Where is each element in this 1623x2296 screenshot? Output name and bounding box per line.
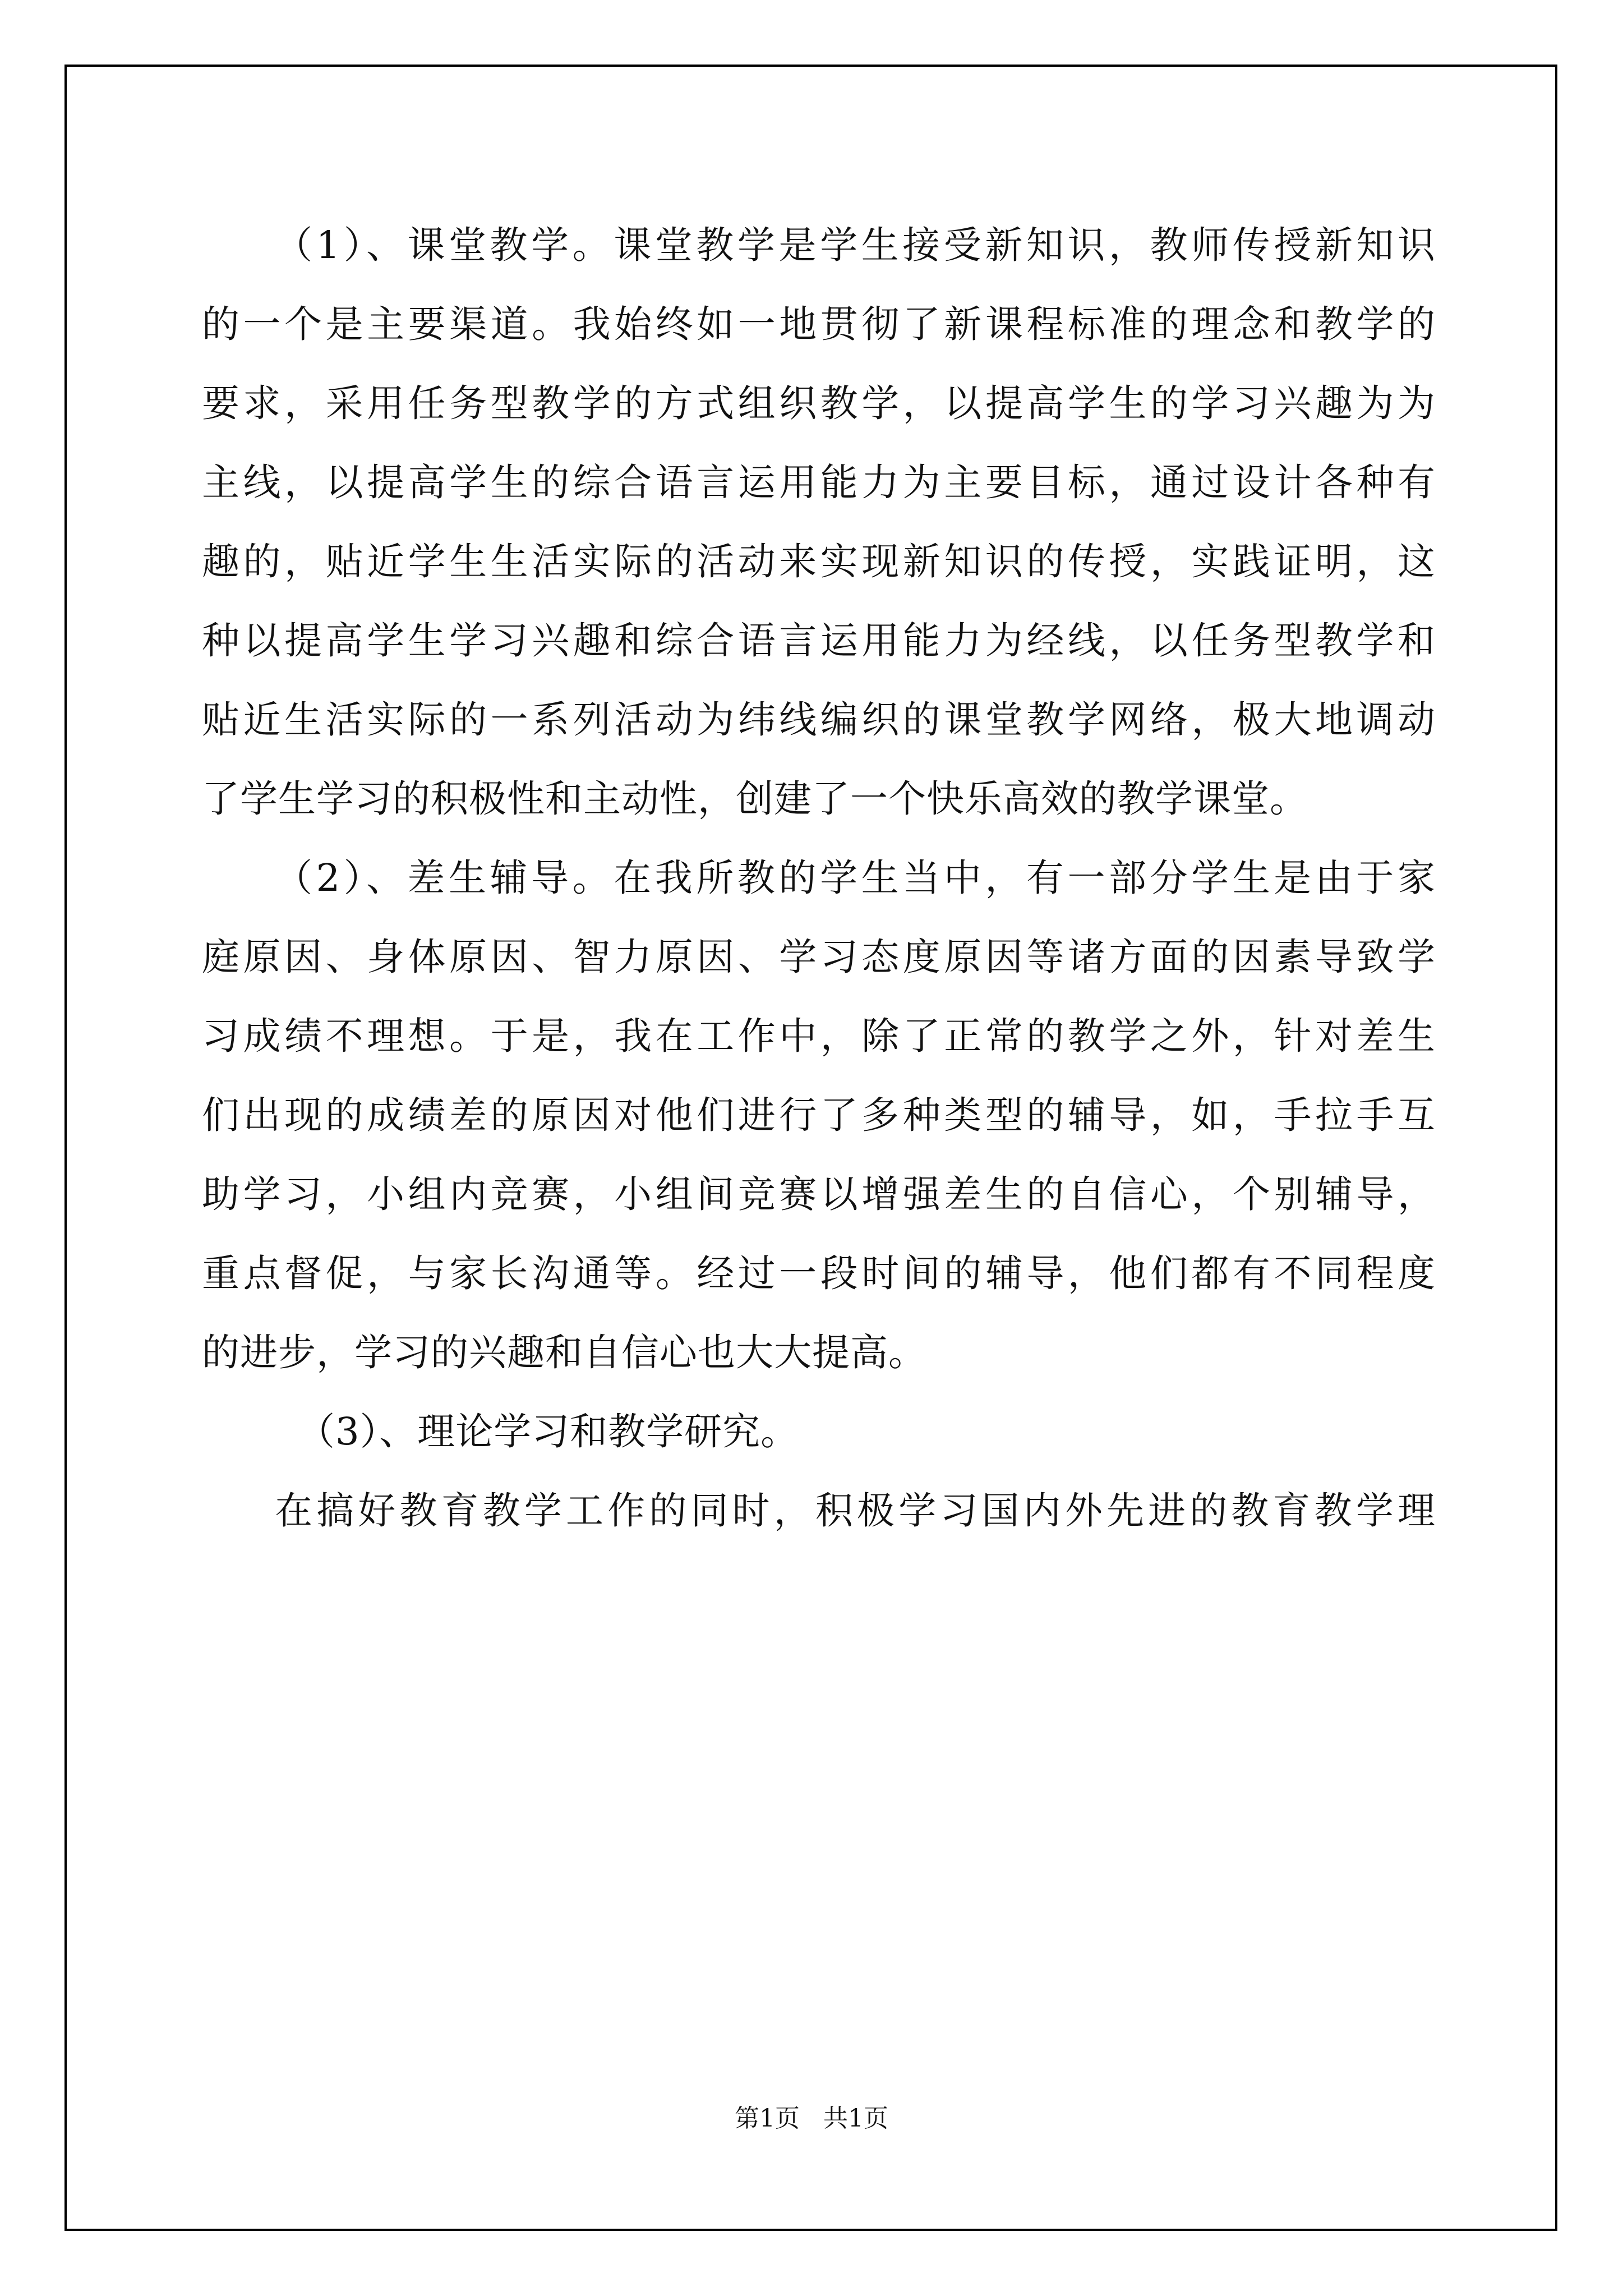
paragraph-2-line-5: 助学习，小组内竞赛，小组间竞赛以增强差生的自信心，个别辅导，: [202, 1172, 1436, 1216]
paragraph-1-line-5: 趣的，贴近学生生活实际的活动来实现新知识的传授，实践证明，这: [202, 540, 1436, 583]
page-footer: 第1页 共1页: [735, 2104, 888, 2133]
section-heading-3: （3）、理论学习和教学研究。: [297, 1410, 799, 1453]
paragraph-2-line-3: 习成绩不理想。于是，我在工作中，除了正常的教学之外，针对差生: [202, 1014, 1436, 1058]
paragraph-2-line-4: 们出现的成绩差的原因对他们进行了多种类型的辅导，如，手拉手互: [202, 1093, 1436, 1137]
paragraph-1-line-8: 了学生学习的积极性和主动性，创建了一个快乐高效的教学课堂。: [202, 777, 1308, 821]
paragraph-1-line-3: 要求，采用任务型教学的方式组织教学，以提高学生的学习兴趣为为: [202, 381, 1436, 425]
paragraph-2-line-2: 庭原因、身体原因、智力原因、学习态度原因等诸方面的因素导致学: [202, 935, 1436, 979]
paragraph-2-line-6: 重点督促，与家长沟通等。经过一段时间的辅导，他们都有不同程度: [202, 1251, 1436, 1295]
paragraph-1-line-6: 种以提高学生学习兴趣和综合语言运用能力为经线，以任务型教学和: [202, 619, 1436, 662]
paragraph-2-line-1: （2）、差生辅导。在我所教的学生当中，有一部分学生是由于家: [275, 856, 1436, 900]
paragraph-1-line-2: 的一个是主要渠道。我始终如一地贯彻了新课程标准的理念和教学的: [202, 302, 1436, 346]
paragraph-3-line-1: 在搞好教育教学工作的同时，积极学习国内外先进的教育教学理: [275, 1489, 1436, 1533]
paragraph-1-line-7: 贴近生活实际的一系列活动为纬线编织的课堂教学网络，极大地调动: [202, 698, 1436, 742]
paragraph-2-line-7: 的进步，学习的兴趣和自信心也大大提高。: [202, 1331, 926, 1374]
paragraph-1-line-1: （1）、课堂教学。课堂教学是学生接受新知识，教师传授新知识: [275, 223, 1436, 267]
paragraph-1-line-4: 主线，以提高学生的综合语言运用能力为主要目标，通过设计各种有: [202, 461, 1436, 504]
